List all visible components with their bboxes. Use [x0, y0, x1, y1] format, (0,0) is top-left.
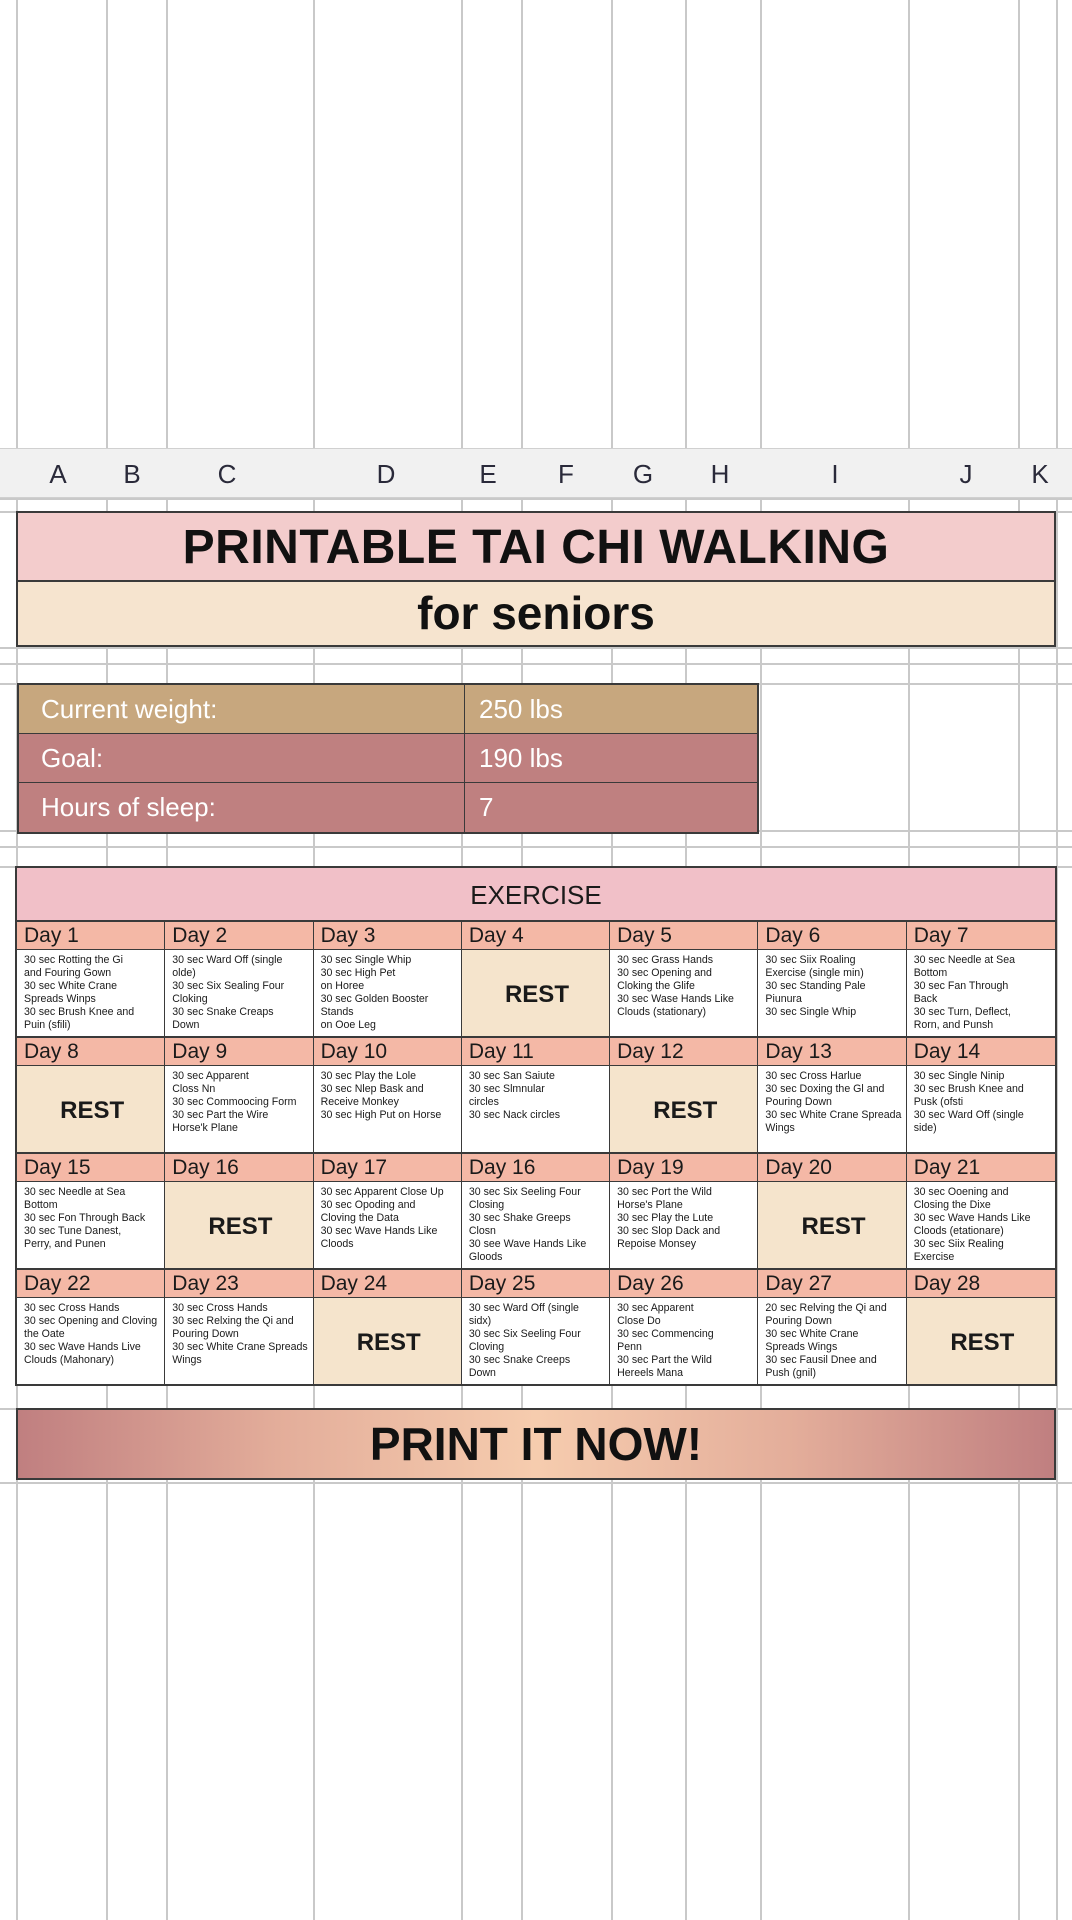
exercise-line: 30 sec Apparent	[172, 1070, 249, 1082]
exercise-cell[interactable]	[17, 950, 165, 1036]
exercise-line: 30 sec Cross Harlue	[765, 1070, 862, 1082]
exercise-line: Closing	[468, 1199, 505, 1211]
exercise-line: 30 sec Snake Creaps	[172, 1006, 274, 1018]
exercise-cell[interactable]	[17, 1298, 165, 1384]
exercise-line: Repoise Monsey	[617, 1238, 697, 1250]
day-header-row	[17, 1154, 1055, 1182]
exercise-line: 30 sec Shake Greeps	[468, 1212, 571, 1224]
exercise-cell[interactable]	[314, 950, 462, 1036]
exercise-line: 30 sec Cross Hands	[172, 1302, 268, 1314]
day-label: Day 17	[314, 1154, 462, 1181]
day-label: Day 14	[913, 1040, 981, 1063]
exercise-line: Puin (sfili)	[24, 1019, 71, 1031]
day-label: Day 20	[758, 1154, 906, 1181]
day-body-row	[17, 1182, 1055, 1268]
exercise-line: Down	[468, 1367, 496, 1379]
exercise-line: 30 sec Wave Hands Like	[913, 1212, 1031, 1224]
day-label: Day 12	[610, 1038, 758, 1065]
exercise-line: on Horee	[320, 980, 365, 992]
day-label: Day 21	[913, 1156, 981, 1179]
day-label: Day 16	[165, 1154, 313, 1181]
page-subtitle: for seniors	[18, 582, 1054, 645]
day-label: Day 10	[314, 1038, 462, 1065]
exercise-line: circles	[468, 1096, 499, 1108]
exercise-line: sidx)	[468, 1315, 492, 1327]
exercise-line: Wings	[172, 1354, 202, 1366]
day-label: Day 2	[165, 922, 313, 949]
exercise-line: 30 sec Snake Creeps	[468, 1354, 571, 1366]
exercise-line: 30 sec Part the Wire	[172, 1109, 269, 1121]
exercise-line: 30 sec Six Seeling Four	[468, 1328, 581, 1340]
day-body-row	[17, 1298, 1055, 1384]
stat-label: Current weight:	[19, 685, 465, 733]
exercise-line: Wings	[765, 1122, 795, 1134]
exercise-line: 30 sec White Crane	[765, 1328, 859, 1340]
exercise-line: 30 sec Nack circles	[468, 1109, 561, 1121]
exercise-line: 30 sec Commoocing Form	[172, 1096, 297, 1108]
day-body-row	[17, 950, 1055, 1036]
rest-day-cell[interactable]: REST	[758, 1182, 906, 1268]
stat-row	[19, 685, 757, 734]
exercise-cell[interactable]	[907, 1182, 1055, 1268]
day-label: Day 1	[17, 922, 165, 949]
exercise-line: Cloving	[468, 1341, 505, 1353]
exercise-line: Push (gnil)	[765, 1367, 817, 1379]
exercise-line: Receive Monkey	[320, 1096, 399, 1108]
column-header-c[interactable]: C	[217, 459, 237, 489]
exercise-line: 30 sec Wave Hands Like	[320, 1225, 438, 1237]
exercise-line: Cloking	[172, 993, 208, 1005]
exercise-line: 30 sec Grass Hands	[617, 954, 714, 966]
day-label: Day 26	[610, 1270, 758, 1297]
exercise-cell[interactable]	[17, 1182, 165, 1268]
exercise-line: 30 sec Part the Wild	[617, 1354, 712, 1366]
day-header-row	[17, 1038, 1055, 1066]
grid-row-line	[0, 663, 1072, 665]
week-row	[17, 922, 1055, 1038]
exercise-line: 30 sec Ward Off (single	[468, 1302, 579, 1314]
day-label: Day 7	[913, 924, 969, 947]
exercise-line: 30 sec Fon Through Back	[24, 1212, 146, 1224]
rest-day-cell[interactable]: REST	[907, 1298, 1055, 1384]
exercise-line: 30 sec Nlep Bask and	[320, 1083, 424, 1095]
exercise-line: Cloods (etationare)	[913, 1225, 1004, 1237]
exercise-line: 30 sec Play the Lute	[617, 1212, 714, 1224]
exercise-line: 30 see Wave Hands Like	[468, 1238, 587, 1250]
exercise-line: Exercise	[913, 1251, 955, 1263]
grid-row-line	[0, 498, 1072, 500]
exercise-line: Gloods	[468, 1251, 503, 1263]
rest-day-cell[interactable]: REST	[314, 1298, 462, 1384]
day-label: Day 19	[610, 1154, 758, 1181]
day-label: Day 11	[462, 1038, 610, 1065]
exercise-cell[interactable]	[165, 950, 313, 1036]
exercise-line: Back	[913, 993, 938, 1005]
exercise-header: EXERCISE	[17, 868, 1055, 922]
grid-row-line	[0, 647, 1072, 649]
stat-value[interactable]: 250 lbs	[479, 694, 563, 724]
day-label: Day 8	[17, 1038, 165, 1065]
exercise-line: 30 sec Needle at Sea	[24, 1186, 126, 1198]
week-row	[17, 1154, 1055, 1270]
day-label: Day 15	[17, 1154, 165, 1181]
exercise-line: 30 sec Siix Roaling	[765, 954, 856, 966]
exercise-cell[interactable]	[314, 1182, 462, 1268]
exercise-line: Perry, and Punen	[24, 1238, 106, 1250]
rest-day-cell[interactable]: REST	[610, 1066, 758, 1152]
exercise-line: 30 sec Single Whip	[765, 1006, 857, 1018]
exercise-line: 30 sec Brush Knee and	[913, 1083, 1024, 1095]
exercise-line: 30 sec High Put on Horse	[320, 1109, 442, 1121]
day-label: Day 3	[314, 922, 462, 949]
day-label: Day 27	[758, 1270, 906, 1297]
day-label: Day 28	[913, 1272, 981, 1295]
column-header-g[interactable]: G	[632, 459, 654, 489]
column-header-e[interactable]: E	[479, 459, 497, 489]
exercise-line: 30 sec Fausil Dnee and	[765, 1354, 877, 1366]
exercise-line: Hereels Mana	[617, 1367, 684, 1379]
day-label: Day 13	[758, 1038, 906, 1065]
exercise-line: 30 sec Cross Hands	[24, 1302, 120, 1314]
exercise-line: Exercise (single min)	[765, 967, 864, 979]
exercise-cell[interactable]	[907, 950, 1055, 1036]
exercise-line: 30 sec Turn, Deflect,	[913, 1006, 1011, 1018]
exercise-line: 30 sec White Crane	[24, 980, 118, 992]
exercise-line: 30 sec Apparent Close Up	[320, 1186, 444, 1198]
page-title: PRINTABLE TAI CHI WALKING	[18, 513, 1054, 582]
day-label: Day 24	[314, 1270, 462, 1297]
exercise-line: side)	[913, 1122, 937, 1134]
rest-day-cell[interactable]: REST	[462, 950, 610, 1036]
column-header-j[interactable]: J	[959, 459, 973, 489]
exercise-line: 30 sec Commencing	[617, 1328, 714, 1340]
exercise-line: Pouring Down	[172, 1328, 239, 1340]
day-label: Day 22	[17, 1270, 165, 1297]
exercise-line: 30 sec Slmnular	[468, 1083, 545, 1095]
column-header-f[interactable]: F	[558, 459, 574, 489]
exercise-line: 30 sec Siix Realing	[913, 1238, 1004, 1250]
exercise-cell[interactable]	[165, 1066, 313, 1152]
day-header-row	[17, 1270, 1055, 1298]
column-header-b[interactable]: B	[123, 459, 141, 489]
exercise-line: Cloods	[320, 1238, 354, 1250]
exercise-line: Penn	[617, 1341, 642, 1353]
exercise-line: 30 sec Ward Off (single	[172, 954, 283, 966]
exercise-line: 20 sec Relving the Qi and	[765, 1302, 887, 1314]
day-label: Day 25	[462, 1270, 610, 1297]
exercise-line: the Oate	[24, 1328, 65, 1340]
stat-row	[19, 783, 757, 832]
stat-label: Hours of sleep:	[19, 783, 465, 832]
exercise-cell[interactable]	[610, 1298, 758, 1384]
day-label: Day 23	[165, 1270, 313, 1297]
exercise-line: and Fouring Gown	[24, 967, 112, 979]
stat-value[interactable]: 7	[479, 792, 494, 822]
exercise-line: 30 sec Opening and Cloving	[24, 1315, 158, 1327]
grid-row-line	[0, 846, 1072, 848]
exercise-line: Spreads Winps	[24, 993, 96, 1005]
exercise-line: 30 sec Ward Off (single	[913, 1109, 1024, 1121]
exercise-line: 30 sec Tune Danest,	[24, 1225, 122, 1237]
exercise-line: 30 sec Fan Through	[913, 980, 1009, 992]
exercise-line: 30 sec Wave Hands Live	[24, 1341, 141, 1353]
exercise-line: 30 sec Six Seeling Four	[468, 1186, 581, 1198]
exercise-cell[interactable]	[610, 1182, 758, 1268]
exercise-line: Clouds (stationary)	[617, 1006, 707, 1018]
exercise-cell[interactable]	[758, 1298, 906, 1384]
exercise-line: Closn	[468, 1225, 496, 1237]
exercise-line: Pouring Down	[765, 1315, 832, 1327]
exercise-line: 30 sec White Crane Spreads	[172, 1341, 308, 1353]
exercise-line: Closing the Dixe	[913, 1199, 991, 1211]
exercise-line: 30 sec Ooening and	[913, 1186, 1009, 1198]
exercise-line: Bottom	[913, 967, 948, 979]
exercise-line: Cloking the Glife	[617, 980, 695, 992]
day-label: Day 4	[462, 922, 610, 949]
exercise-line: 30 sec High Pet	[320, 967, 396, 979]
exercise-line: 30 sec Apparent	[617, 1302, 694, 1314]
exercise-line: 30 sec Single Whip	[320, 954, 412, 966]
exercise-cell[interactable]	[314, 1066, 462, 1152]
exercise-line: Horse'k Plane	[172, 1122, 238, 1134]
exercise-cell[interactable]	[758, 1066, 906, 1152]
day-body-row	[17, 1066, 1055, 1152]
exercise-line: 30 sec White Crane Spreada	[765, 1109, 902, 1121]
day-label: Day 5	[610, 922, 758, 949]
exercise-line: 30 sec Golden Booster	[320, 993, 429, 1005]
exercise-line: 30 sec Doxing the Gl and	[765, 1083, 885, 1095]
column-header-h[interactable]: H	[710, 459, 730, 489]
day-label: Day 16	[462, 1154, 610, 1181]
exercise-line: 30 sec Play the Lole	[320, 1070, 416, 1082]
column-header-bar	[0, 448, 1072, 498]
column-header-a[interactable]: A	[49, 459, 67, 489]
exercise-line: Clouds (Mahonary)	[24, 1354, 115, 1366]
exercise-cell[interactable]	[610, 950, 758, 1036]
exercise-line: Stands	[320, 1006, 354, 1018]
exercise-line: 30 sec Wase Hands Like	[617, 993, 734, 1005]
grid-row-line	[0, 1482, 1072, 1484]
exercise-cell[interactable]	[165, 1298, 313, 1384]
exercise-line: 30 sec Relxing the Qi and	[172, 1315, 294, 1327]
exercise-line: Close Do	[617, 1315, 661, 1327]
exercise-cell[interactable]	[462, 1298, 610, 1384]
exercise-line: 30 sec San Saiute	[468, 1070, 555, 1082]
exercise-line: olde)	[172, 967, 196, 979]
exercise-line: Cloving the Data	[320, 1212, 399, 1224]
exercise-line: Closs Nn	[172, 1083, 216, 1095]
exercise-line: 30 sec Rotting the Gi	[24, 954, 123, 966]
exercise-line: Down	[172, 1019, 200, 1031]
exercise-line: 30 sec Standing Pale	[765, 980, 866, 992]
exercise-line: Spreads Wings	[765, 1341, 838, 1353]
exercise-line: Bottom	[24, 1199, 58, 1211]
stat-label: Goal:	[19, 734, 465, 782]
exercise-line: 30 sec Single Ninip	[913, 1070, 1005, 1082]
exercise-calendar	[15, 866, 1057, 1386]
print-button[interactable]: PRINT IT NOW!	[16, 1408, 1056, 1480]
stat-row	[19, 734, 757, 783]
column-header-k[interactable]: K	[1031, 459, 1049, 489]
exercise-line: on Ooe Leg	[320, 1019, 376, 1031]
exercise-cell[interactable]	[907, 1066, 1055, 1152]
day-header-row	[17, 922, 1055, 950]
exercise-line: Piunura	[765, 993, 802, 1005]
rest-day-cell[interactable]: REST	[17, 1066, 165, 1152]
exercise-line: Pouring Down	[765, 1096, 832, 1108]
exercise-line: Pusk (ofsti	[913, 1096, 964, 1108]
exercise-cell[interactable]	[758, 950, 906, 1036]
week-row	[17, 1038, 1055, 1154]
exercise-line: 30 sec Slop Dack and	[617, 1225, 721, 1237]
exercise-line: 30 sec Port the Wild	[617, 1186, 712, 1198]
stats-table	[17, 683, 759, 834]
exercise-line: 30 sec Brush Knee and	[24, 1006, 135, 1018]
column-header-d[interactable]: D	[376, 459, 396, 489]
exercise-cell[interactable]	[462, 1066, 610, 1152]
week-row	[17, 1270, 1055, 1384]
column-header-i[interactable]: I	[831, 459, 839, 489]
exercise-line: 30 sec Opoding and	[320, 1199, 416, 1211]
title-block	[16, 511, 1056, 647]
exercise-line: 30 sec Opening and	[617, 967, 712, 979]
stat-value[interactable]: 190 lbs	[479, 743, 563, 773]
day-label: Day 9	[165, 1038, 313, 1065]
exercise-line: 30 sec Six Sealing Four	[172, 980, 285, 992]
exercise-cell[interactable]	[462, 1182, 610, 1268]
rest-day-cell[interactable]: REST	[165, 1182, 313, 1268]
exercise-line: Horse's Plane	[617, 1199, 683, 1211]
exercise-line: 30 sec Needle at Sea	[913, 954, 1015, 966]
day-label: Day 6	[758, 922, 906, 949]
exercise-line: Rorn, and Punsh	[913, 1019, 994, 1031]
